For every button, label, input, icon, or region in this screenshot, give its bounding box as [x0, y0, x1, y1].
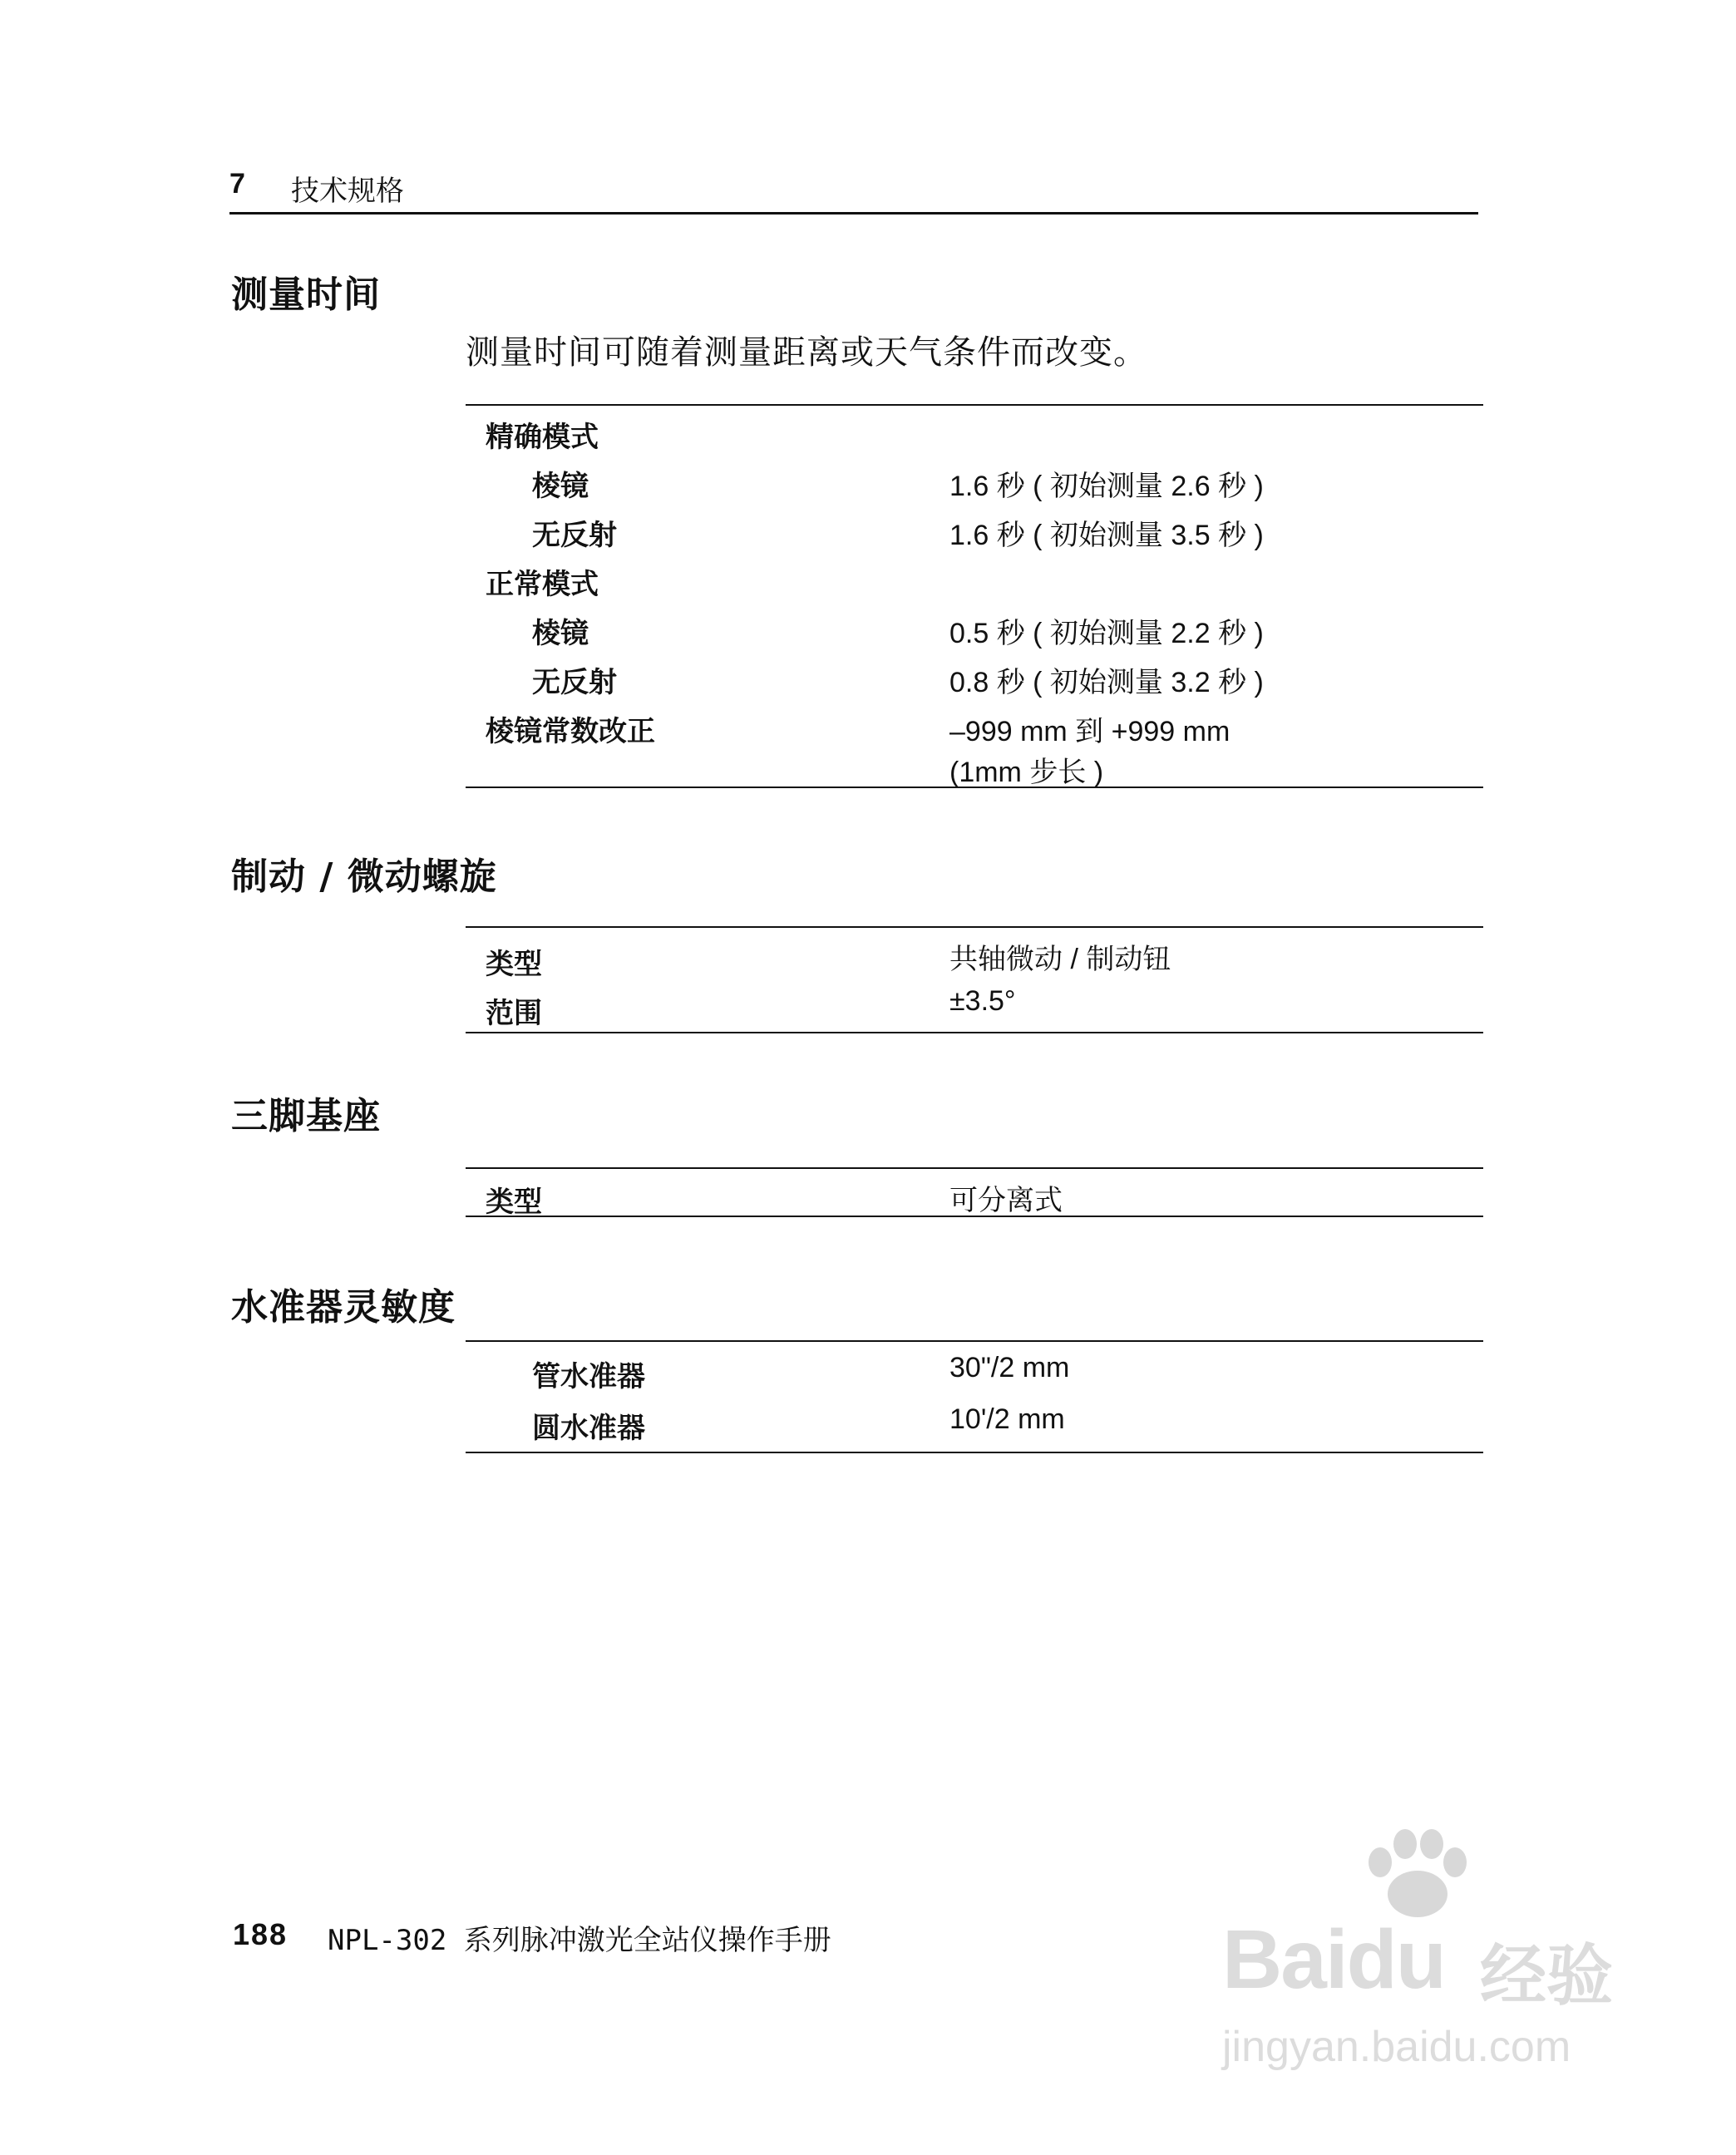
- manual-title: NPL-302 系列脉冲激光全站仪操作手册: [328, 1924, 831, 1957]
- table-row: [466, 659, 1483, 708]
- row-value: [949, 708, 1483, 790]
- paw-icon: [1355, 1829, 1480, 1921]
- section-heading-measurement-time: 测量时间: [231, 274, 381, 316]
- table-row: [466, 1352, 1483, 1403]
- row-label: 类型: [486, 948, 542, 981]
- measurement-time-intro: 测量时间可随着测量距离或天气条件而改变。: [466, 333, 1147, 372]
- table-row: [466, 708, 1483, 788]
- watermark-brand-cn: 经验: [1480, 1937, 1613, 2014]
- measurement-time-table: [466, 404, 1483, 788]
- table-row: [466, 561, 1483, 610]
- row-value-line: (1mm 步长 ): [949, 757, 1104, 788]
- section-heading-clamp: 制动 / 微动螺旋: [231, 856, 497, 898]
- row-label: 范围: [486, 997, 542, 1030]
- table-row: [466, 414, 1483, 463]
- clamp-table: [466, 926, 1483, 1033]
- row-label: 精确模式: [486, 421, 599, 454]
- row-label: 管水准器: [532, 1360, 645, 1393]
- row-value: 0.8 秒 ( 初始测量 3.2 秒 ): [949, 667, 1264, 698]
- header-rule: [229, 212, 1478, 215]
- row-value: 共轴微动 / 制动钮: [949, 944, 1171, 975]
- row-value: 可分离式: [949, 1185, 1063, 1216]
- tribrach-table: [466, 1167, 1483, 1217]
- row-label: 无反射: [532, 519, 617, 552]
- table-row: [466, 936, 1483, 985]
- table-row: [466, 610, 1483, 659]
- row-label: 圆水准器: [532, 1412, 645, 1445]
- chapter-title: 技术规格: [291, 175, 404, 208]
- row-value: ±3.5°: [949, 985, 1016, 1017]
- row-value: 10'/2 mm: [949, 1403, 1065, 1435]
- table-row: [466, 985, 1483, 1028]
- row-value-line: –999 mm 到 +999 mm: [949, 716, 1230, 747]
- row-value: 0.5 秒 ( 初始测量 2.2 秒 ): [949, 618, 1264, 649]
- page-number: 188: [233, 1917, 289, 1951]
- row-label: 棱镜: [532, 617, 589, 650]
- level-table: [466, 1340, 1483, 1453]
- chapter-number: 7: [229, 168, 245, 200]
- watermark-brand: Baidu: [1222, 1913, 1445, 2006]
- watermark-url: jingyan.baidu.com: [1222, 2023, 1571, 2071]
- row-value: 1.6 秒 ( 初始测量 2.6 秒 ): [949, 471, 1264, 502]
- row-label: 棱镜: [532, 470, 589, 503]
- section-heading-tribrach: 三脚基座: [231, 1095, 381, 1137]
- row-value: 30"/2 mm: [949, 1352, 1070, 1383]
- table-row: [466, 512, 1483, 561]
- row-label: 无反射: [532, 666, 617, 699]
- row-label: 正常模式: [486, 568, 599, 601]
- table-row: [466, 463, 1483, 512]
- row-label: 棱镜常数改正: [486, 715, 655, 748]
- row-label: 类型: [486, 1186, 542, 1219]
- section-heading-level: 水准器灵敏度: [231, 1286, 456, 1329]
- baidu-watermark: [1206, 1829, 1638, 2103]
- table-row: [466, 1177, 1483, 1219]
- row-value: 1.6 秒 ( 初始测量 3.5 秒 ): [949, 520, 1264, 551]
- table-row: [466, 1403, 1483, 1445]
